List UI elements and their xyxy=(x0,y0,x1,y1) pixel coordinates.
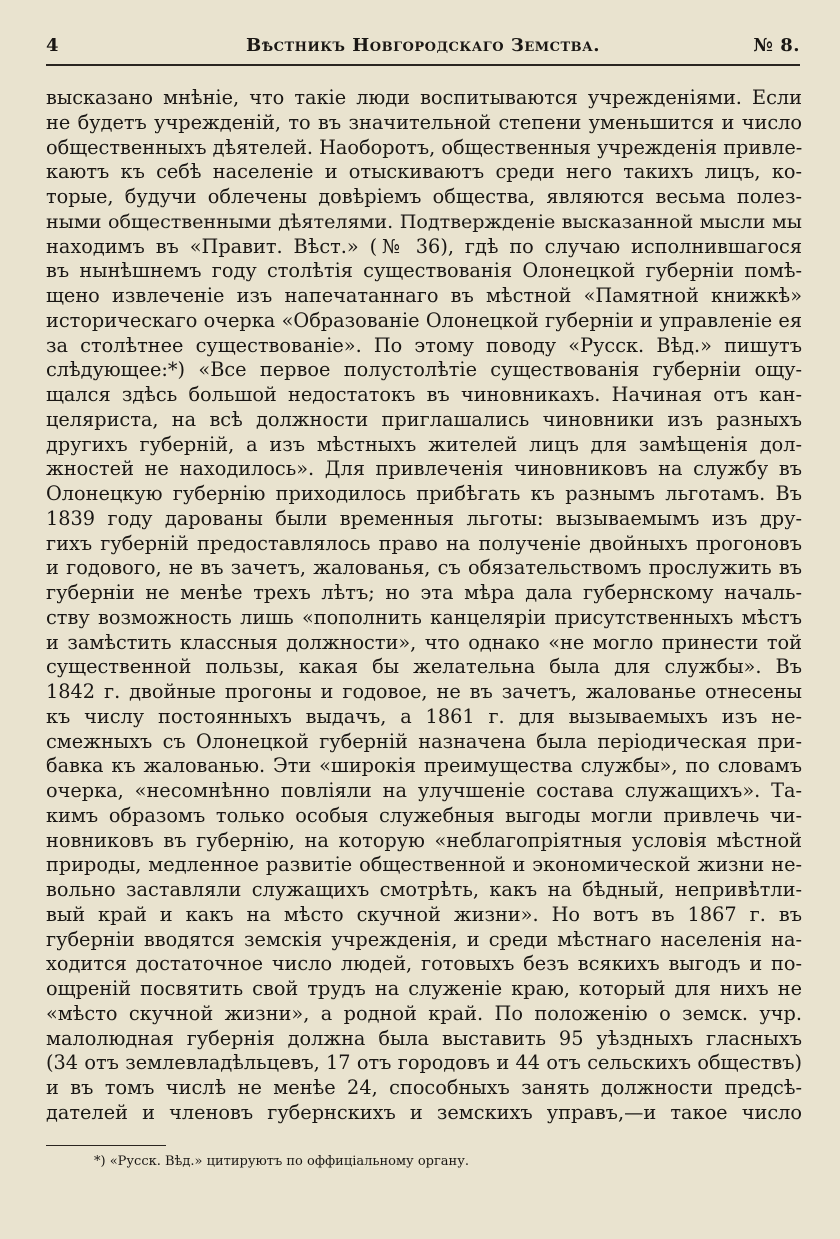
journal-title: Вѣстникъ Новгородскаго Земства. xyxy=(245,35,601,56)
text-line: малолюдная губернія должна была выставить 95 уѣздныхъ гласныхъ xyxy=(46,1026,802,1050)
running-header xyxy=(46,35,800,59)
text-line: 1842 г. двойные прогоны и годовое, не въ зачетъ, жалованье отнесены xyxy=(46,680,802,703)
text-line: природы, медленное развитіе общественной и экономической жизни не- xyxy=(46,853,802,877)
text-line: жностей не находилось». Для привлеченія чиновниковъ на службу въ xyxy=(46,457,802,481)
text-line: смежныхъ съ Олонецкой губерній назначена была періодическая при- xyxy=(46,729,802,753)
text-line: губерніи не менѣе трехъ лѣтъ; но эта мѣра дала губернскому началь- xyxy=(46,581,802,604)
text-line: каютъ къ себѣ населеніе и отыскиваютъ среди него такихъ лицъ, ко- xyxy=(46,160,802,184)
text-line: щался здѣсь большой недостатокъ въ чиновникахъ. Начиная отъ кан- xyxy=(46,383,802,406)
text-line: за столѣтнее существованіе». По этому поводу «Русск. Вѣд.» пишутъ xyxy=(46,333,802,357)
page-number: 4 xyxy=(46,35,60,56)
footnote-rule xyxy=(46,1145,166,1146)
text-line: гихъ губерній предоставлялось право на полученіе двойныхъ прогоновъ xyxy=(46,531,802,555)
text-line: губерніи вводятся земскія учрежденія, и среди мѣстнаго населенія на- xyxy=(46,927,802,951)
footnote: *) «Русск. Вѣд.» цитируютъ по оффиціальному органу. xyxy=(94,1154,469,1169)
text-line: высказано мнѣніе, что такіе люди воспитываются учрежденіями. Если xyxy=(46,86,802,109)
text-line: другихъ губерній, а изъ мѣстныхъ жителей лицъ для замѣщенія дол- xyxy=(46,432,802,456)
text-line: новниковъ въ губернію, на которую «неблагопріятныя условія мѣстной xyxy=(46,828,802,852)
text-line: находимъ въ «Правит. Вѣст.» (№ 36), гдѣ по случаю исполнившагося xyxy=(46,234,802,258)
text-line: къ числу постоянныхъ выдачъ, а 1861 г. для вызываемыхъ изъ не- xyxy=(46,704,802,728)
text-line: ходится достаточное число людей, готовыхъ безъ всякихъ выгодъ и по- xyxy=(46,952,802,976)
text-line: ощреній посвятить свой трудъ на служеніе краю, который для нихъ не xyxy=(46,977,802,1000)
text-line: и замѣстить классныя должности», что однако «не могло принести той xyxy=(46,630,802,654)
text-line: ными общественными дѣятелями. Подтвержденіе высказанной мысли мы xyxy=(46,209,802,233)
text-line: щено извлеченіе изъ напечатаннаго въ мѣстной «Памятной книжкѣ» xyxy=(46,284,802,307)
text-line: дателей и членовъ губернскихъ и земскихъ управъ,—и такое число xyxy=(46,1100,802,1124)
text-line: не будетъ учрежденій, то въ значительной степени уменьшится и число xyxy=(46,110,802,134)
text-line: вый край и какъ на мѣсто скучной жизни». Но вотъ въ 1867 г. въ xyxy=(46,902,802,926)
issue-number: № 8. xyxy=(753,35,800,56)
text-line: (34 отъ землевладѣльцевъ, 17 отъ городовъ и 44 отъ сельскихъ обществъ) xyxy=(46,1051,802,1075)
text-line: вольно заставляли служащихъ смотрѣть, какъ на бѣдный, непривѣтли- xyxy=(46,878,802,901)
text-line: и въ томъ числѣ не менѣе 24, способныхъ занять должности предсѣ- xyxy=(46,1076,802,1099)
body-text xyxy=(46,86,802,1126)
text-line: бавка къ жалованью. Эти «широкія преимущества службы», по словамъ xyxy=(46,754,802,778)
text-line: 1839 году дарованы были временныя льготы: вызываемымъ изъ дру- xyxy=(46,506,802,530)
text-line: «мѣсто скучной жизни», а родной край. По положенію о земск. учр. xyxy=(46,1001,802,1025)
text-line: очерка, «несомнѣнно повліяли на улучшеніе состава служащихъ». Та- xyxy=(46,779,802,802)
text-line: слѣдующее:*) «Все первое полустолѣтіе существованія губерніи ощу- xyxy=(46,358,802,382)
text-line: целяриста, на всѣ должности приглашались чиновники изъ разныхъ xyxy=(46,407,802,431)
header-rule xyxy=(46,64,800,66)
text-line: торые, будучи облечены довѣріемъ общества, являются весьма полез- xyxy=(46,185,802,208)
text-line: Олонецкую губернію приходилось прибѣгать къ разнымъ льготамъ. Въ xyxy=(46,482,802,505)
text-line: общественныхъ дѣятелей. Наоборотъ, общественныя учрежденія привле- xyxy=(46,135,802,159)
text-line: кимъ образомъ только особыя служебныя выгоды могли привлечь чи- xyxy=(46,803,802,827)
text-line: и годового, не въ зачетъ, жалованья, съ обязательствомъ прослужить въ xyxy=(46,556,802,580)
text-line: существенной пользы, какая бы желательна была для службы». Въ xyxy=(46,655,802,679)
text-line: ству возможность лишь «пополнить канцеляріи присутственныхъ мѣстъ xyxy=(46,605,802,629)
text-line: историческаго очерка «Образованіе Олонецкой губерніи и управленіе ея xyxy=(46,308,802,332)
text-line: въ нынѣшнемъ году столѣтія существованія Олонецкой губерніи помѣ- xyxy=(46,259,802,283)
